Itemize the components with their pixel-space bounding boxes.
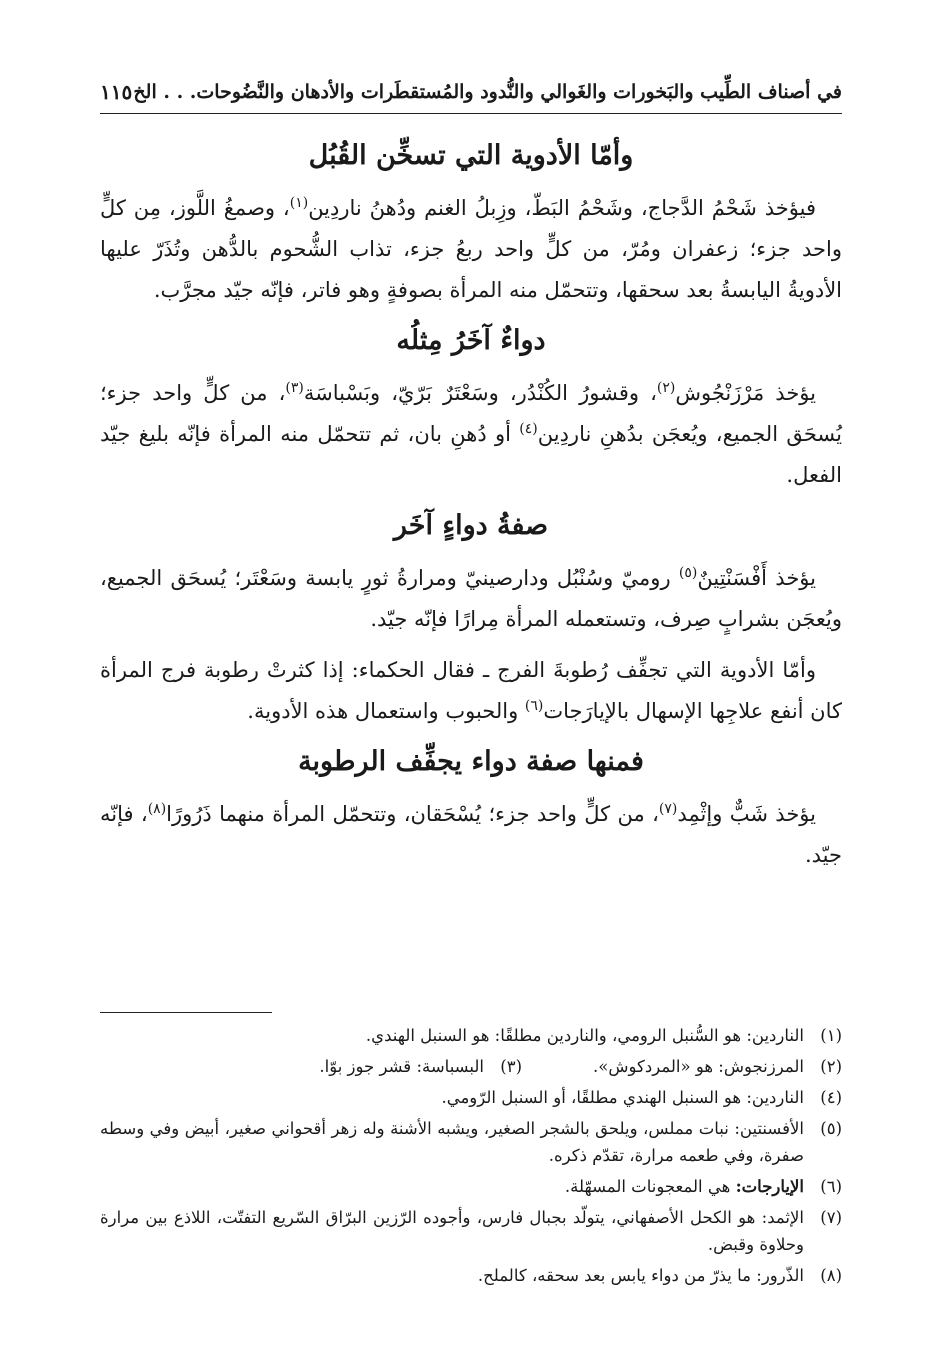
page-number: ١١٥	[100, 80, 133, 104]
footnote-text: المرزنجوش: هو «المردكوش».	[593, 1057, 804, 1076]
footnote-ref[interactable]: (٦)	[524, 698, 544, 714]
footnote-ref[interactable]: (٥)	[678, 565, 698, 581]
footnote-number: (٨)	[820, 1266, 842, 1285]
main-text	[100, 126, 842, 886]
footnote-number: (٦)	[820, 1177, 842, 1196]
footnote-item	[100, 1084, 842, 1111]
paragraph	[100, 794, 842, 876]
footnote-number: (١)	[820, 1026, 842, 1045]
footnote-ref[interactable]: (١)	[289, 195, 309, 211]
footnote-second	[319, 1053, 522, 1080]
paragraph	[100, 650, 842, 732]
footnote-ref[interactable]: (٤)	[519, 421, 538, 437]
footnote-term: الإيارجات:	[735, 1177, 804, 1196]
footnote-item	[100, 1173, 842, 1200]
footnote-number: (٥)	[820, 1119, 842, 1138]
footnotes	[100, 1022, 842, 1293]
text-run: ، فإنّه جيّد.	[100, 802, 842, 867]
footnote-text: الأفسنتين: نبات مملس، ويلحق بالشجر الصغير، ويشبه الأشنة وله زهر أقحواني صغير، أبيض وفي وسطه صفرة، وفي طعمه مرارة، تقدّم ذكره.	[100, 1119, 804, 1165]
footnote-ref[interactable]: (٢)	[656, 380, 676, 396]
footnote-rule	[100, 1012, 272, 1013]
footnote-item	[100, 1262, 842, 1289]
text-run: أو دُهنِ بان، ثم تتحمّل منه المرأة فإنّه بليغ جيّد الفعل.	[100, 422, 842, 487]
running-header	[100, 74, 842, 110]
footnote-text: الناردين: هو السُّنبل الرومي، والناردين مطلقًا: هو السنبل الهندي.	[365, 1026, 804, 1045]
section-heading: دواءٌ آخَرُ مِثلُه	[396, 325, 546, 356]
paragraph	[100, 373, 842, 496]
text-run: يؤخذ شَبٌّ وإثْمِد	[677, 802, 816, 826]
footnote-number: (٤)	[820, 1088, 842, 1107]
header-rule	[100, 113, 842, 114]
footnote-pair	[100, 1053, 804, 1080]
footnote-number: (٢)	[820, 1057, 842, 1076]
footnote-text: هي المعجونات المسهّلة.	[564, 1177, 736, 1196]
text-run: ، من كلٍّ واحد جزء؛ يُسحَق الجميع، ويُعجَن بدُهنِ ناردِين	[100, 381, 842, 446]
text-run: والحبوب واستعمال هذه الأدوية.	[247, 699, 525, 723]
running-title: في أصناف الطِّيب والبَخورات والغَوالي والنُّدود والمُستقطَرات والأدهان والنَّضُوحات. . . الخ	[133, 81, 842, 103]
footnote-text: البسباسة: قشر جوز بوّا.	[319, 1057, 484, 1076]
footnote-text: الإثمد: هو الكحل الأصفهاني، يتولّد بجبال فارس، وأجوده الرّزين البرّاق السّريع التفتّت، اللاذع بين مرارة وحلاوة وقبض.	[100, 1208, 804, 1254]
footnote-ref[interactable]: (٨)	[147, 801, 167, 817]
text-run: فيؤخذ شَحْمُ الدَّجاج، وشَحْمُ البَطّ، وزِبلُ الغنم ودُهنُ ناردِين	[308, 196, 816, 220]
text-run: روميّ وسُنْبُل ودارصينيّ ومرارةُ ثورٍ يابسة وسَعْتَر؛ يُسحَق الجميع، ويُعجَن بشرابٍ صِرف، وتستعمله المرأة مِرارًا فإنّه جيّد.	[100, 566, 842, 631]
text-run: ، وصمغُ اللَّوز، مِن كلٍّ واحد جزء؛ زعفران ومُرّ، من كلٍّ واحد ربعُ جزء، تذاب الشُّحوم بالدُّهن وتُذَرّ عليها الأدويةُ اليابسةُ بعد سحقها، وتتحمّل منه المرأة بصوفةٍ وهو فاتر، فإنّه جيّد مجرَّب.	[100, 196, 842, 302]
footnote-item	[100, 1115, 842, 1169]
footnote-number: (٧)	[820, 1208, 842, 1227]
section-heading: صفةُ دواءٍ آخَر	[393, 510, 549, 541]
footnote-text: الناردين: هو السنبل الهندي مطلقًا، أو السنبل الرّومي.	[441, 1088, 804, 1107]
text-run: يؤخذ مَرْزَنْجُوش	[675, 381, 816, 405]
text-run: ، من كلٍّ واحد جزء؛ يُسْحَقان، وتتحمّل المرأة منهما ذَرُورًا	[166, 802, 659, 826]
text-run: ، وقشورُ الكُنْدُر، وسَعْتَرٌ بَرّيّ، وبَسْباسَة	[303, 381, 657, 405]
footnote-item	[100, 1022, 842, 1049]
footnote-number: (٣)	[500, 1057, 522, 1076]
footnote-item	[100, 1053, 842, 1080]
footnote-ref[interactable]: (٣)	[285, 380, 304, 396]
footnote-text: الذّرور: ما يذرّ من دواء يابس بعد سحقه، كالملح.	[477, 1266, 804, 1285]
footnote-ref[interactable]: (٧)	[658, 801, 678, 817]
paragraph	[100, 558, 842, 640]
section-heading: فمنها صفة دواء يجفِّف الرطوبة	[298, 746, 644, 777]
paragraph	[100, 188, 842, 311]
footnote-item	[100, 1204, 842, 1258]
section-heading: وأمّا الأدوية التي تسخِّن القُبُل	[308, 140, 634, 171]
text-run: وأمّا الأدوية التي تجفِّف رُطوبةَ الفرج ـ فقال الحكماء: إذا كثرتْ رطوبة فرج المرأة كان أنفع علاجِها الإسهال بالإيارَجات	[100, 658, 842, 723]
text-run: يؤخذ أَفْسَنْتِينٌ	[697, 566, 816, 590]
footnote-body	[100, 1173, 804, 1200]
